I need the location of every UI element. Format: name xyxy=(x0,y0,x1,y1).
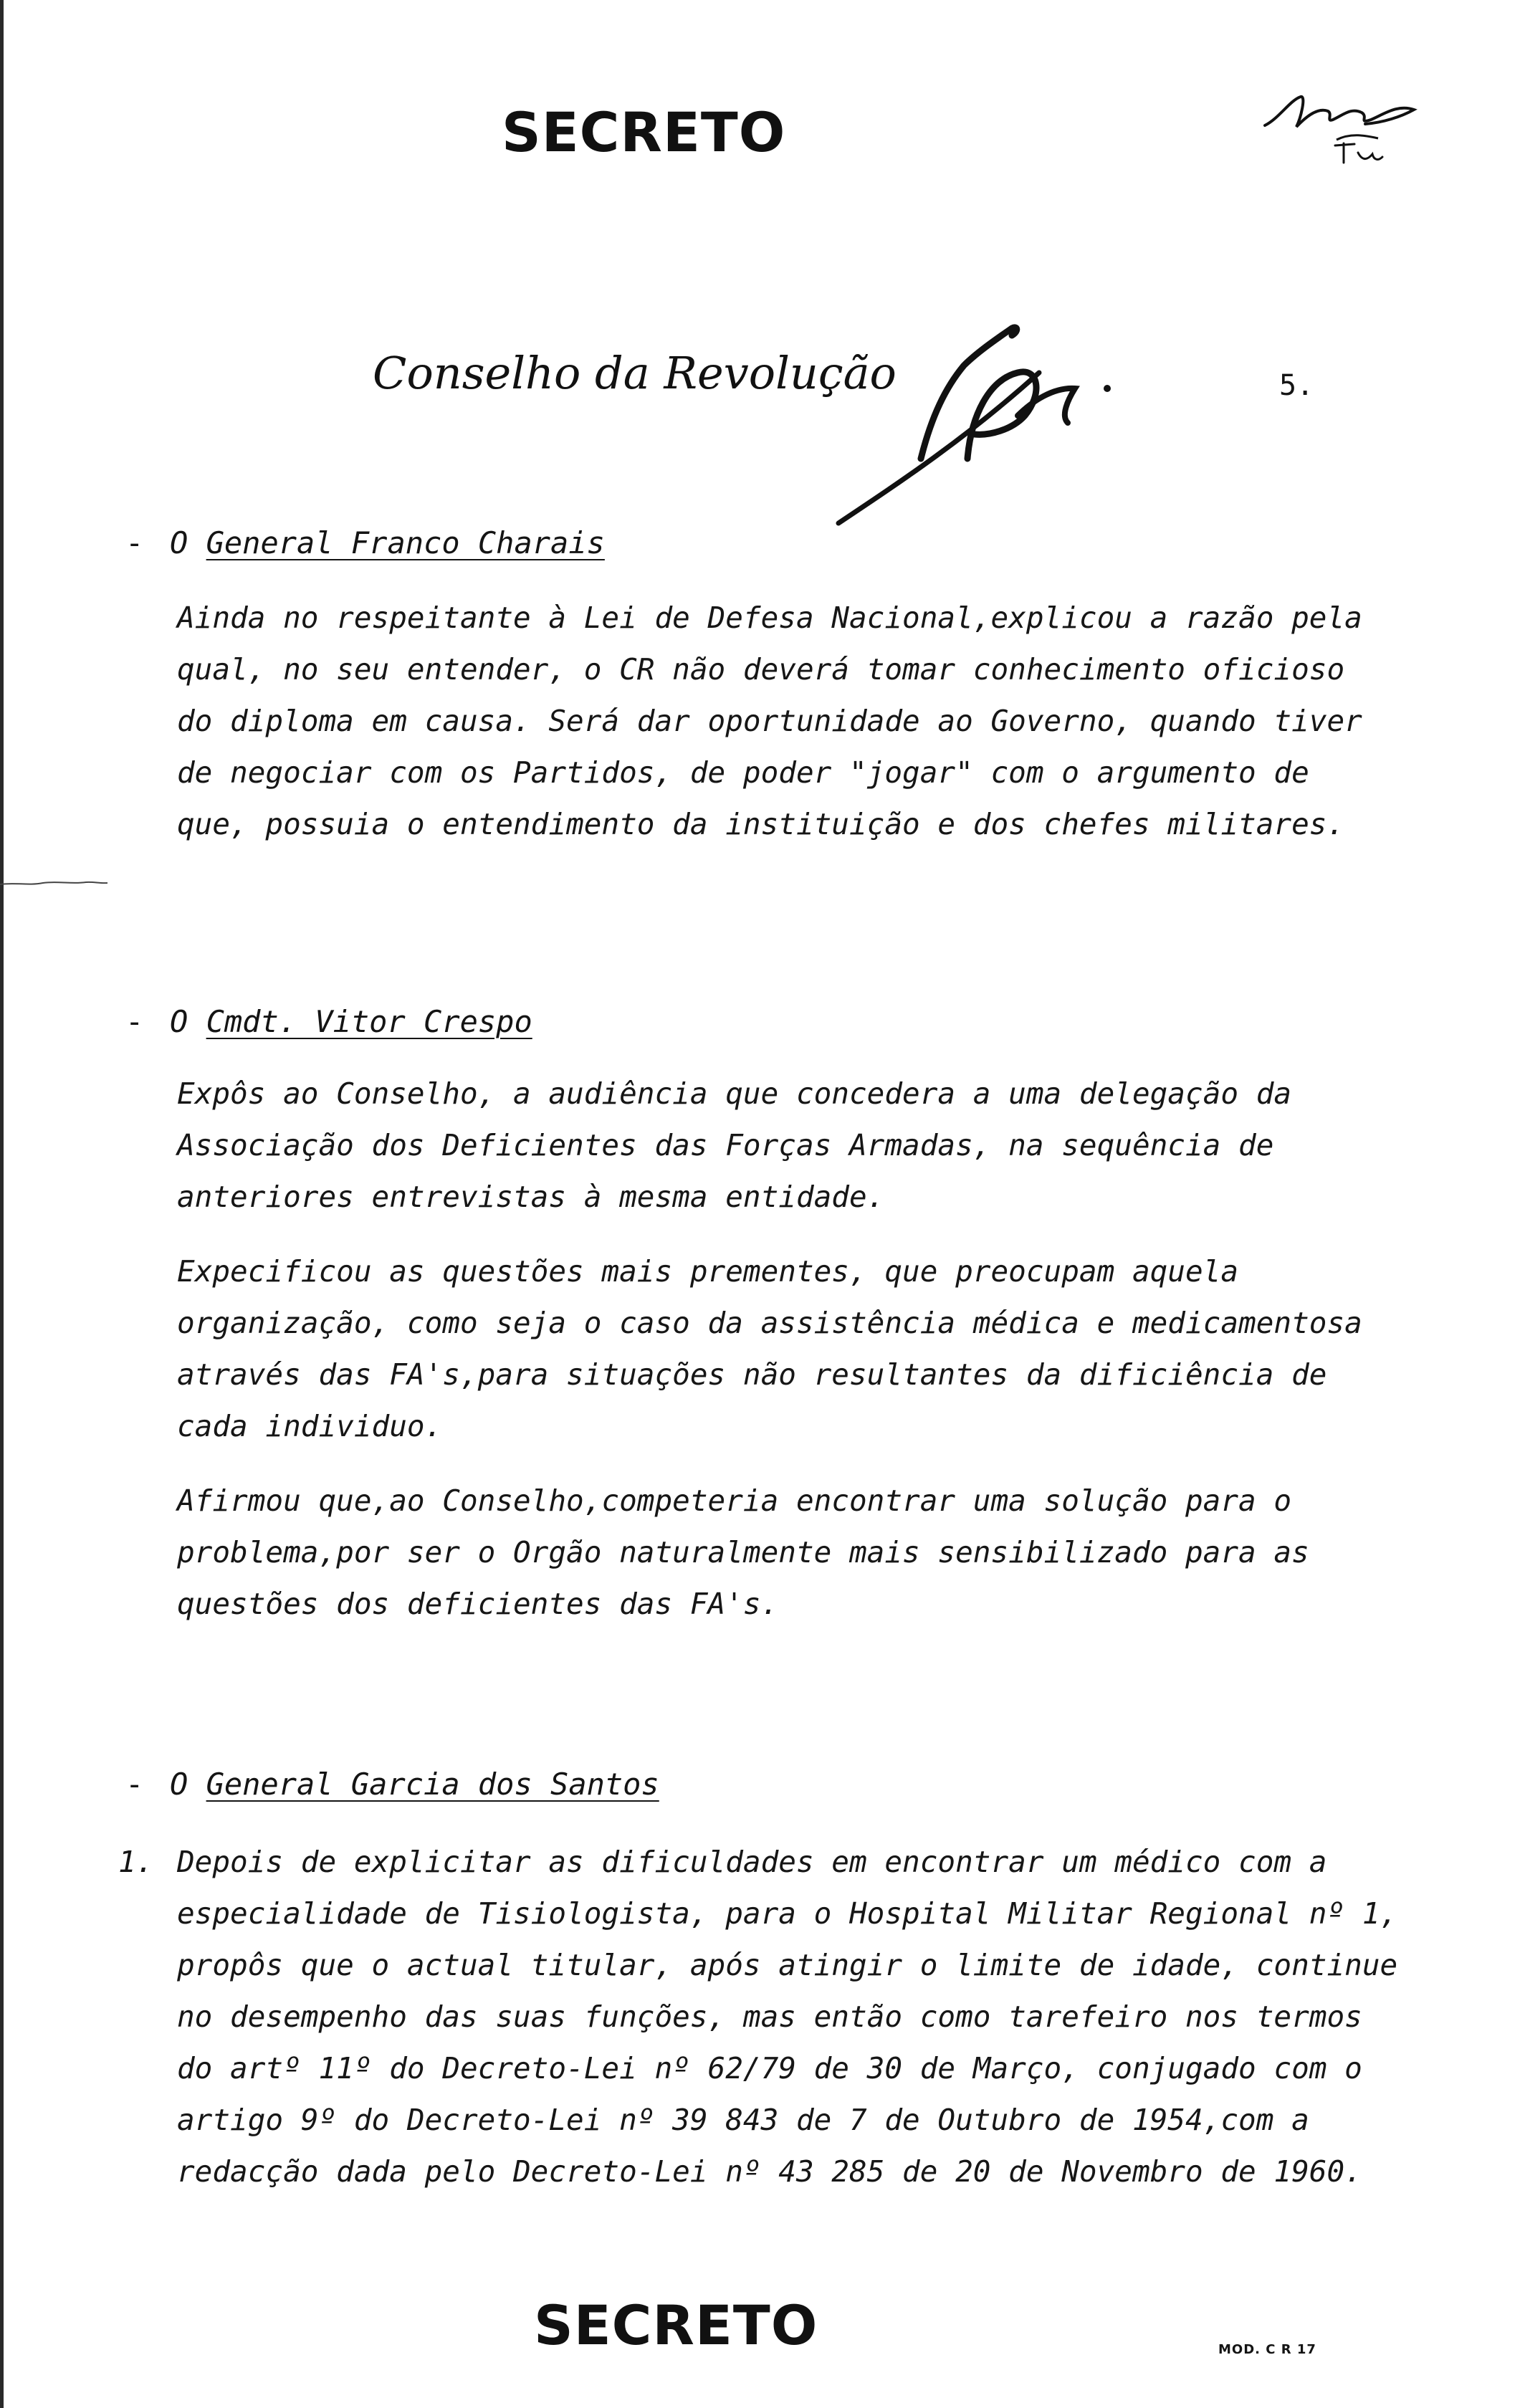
list-dash: - xyxy=(125,1767,144,1802)
margin-scribble xyxy=(0,878,107,888)
page-edge-rule xyxy=(0,0,4,2408)
speaker-prefix: O xyxy=(170,1767,188,1802)
speaker-heading xyxy=(125,1002,1415,1042)
speaker-heading xyxy=(125,1764,1415,1805)
handwritten-pr-mark xyxy=(824,308,1154,545)
speaker-name: Cmdt. Vitor Crespo xyxy=(206,1004,532,1039)
item-number: 1. xyxy=(118,1845,154,1879)
speaker-heading xyxy=(125,523,1415,563)
speaker-name: General Franco Charais xyxy=(206,525,605,560)
handwritten-initials xyxy=(1251,75,1423,183)
speaker-prefix: O xyxy=(170,525,188,560)
paragraph: Afirmou que,ao Conselho,competeria encontrar uma solução para o problema,por ser o Orgão naturalmente mais sensibilizado para as questões dos deficientes das FA's. xyxy=(177,1484,1309,1621)
paragraph: Expôs ao Conselho, a audiência que concedera a uma delegação da Associação dos Deficientes das Forças Armadas, na sequência de anteriores entrevistas à mesma entidade. xyxy=(177,1076,1292,1214)
speaker-name: General Garcia dos Santos xyxy=(206,1767,659,1802)
list-dash: - xyxy=(125,525,144,560)
section-garcia-dos-santos xyxy=(118,1764,1415,2197)
page-number: 5. xyxy=(1279,369,1314,402)
paragraph: Depois de explicitar as dificuldades em encontrar um médico com a especialidade de Tisiologista, para o Hospital Militar Regional nº 1, propôs que o actual titular, após atingir o limite de idade, continue no desempenho das suas funções, mas então como tarefeiro nos termos do artº 11º do Decreto-Lei nº 62/79 de 30 de Março, conjugado com o artigo 9º do Decreto-Lei nº 39 843 de 7 de Outubro de 1954,com a redacção dada pelo Decreto-Lei nº 43 285 de 20 de Novembro de 1960. xyxy=(177,1845,1398,2189)
paragraph: Expecificou as questões mais prementes, que preocupam aquela organização, como seja o caso da assistência médica e medicamentosa através das FA's,para situações não resultantes da dificiência de cada individuo. xyxy=(177,1254,1362,1443)
paragraph: Ainda no respeitante à Lei de Defesa Nacional,explicou a razão pela qual, no seu entender, o CR não deverá tomar conhecimento oficioso do diploma em causa. Será dar oportunidade ao Governo, quando tiver de negociar com os Partidos, de poder "jogar" com o argumento de que, possuia o entendimento da instituição e dos chefes militares. xyxy=(177,601,1362,841)
classification-stamp-top: SECRETO xyxy=(502,100,786,164)
classification-stamp-bottom: SECRETO xyxy=(534,2293,818,2357)
form-code: MOD. C R 17 xyxy=(1218,2342,1316,2357)
speaker-prefix: O xyxy=(170,1004,188,1039)
list-dash: - xyxy=(125,1004,144,1039)
section-vitor-crespo xyxy=(125,1002,1415,1630)
council-heading-text: Conselho da Revolução xyxy=(373,347,897,399)
section-franco-charais xyxy=(125,523,1415,850)
numbered-item xyxy=(118,1836,1415,2197)
